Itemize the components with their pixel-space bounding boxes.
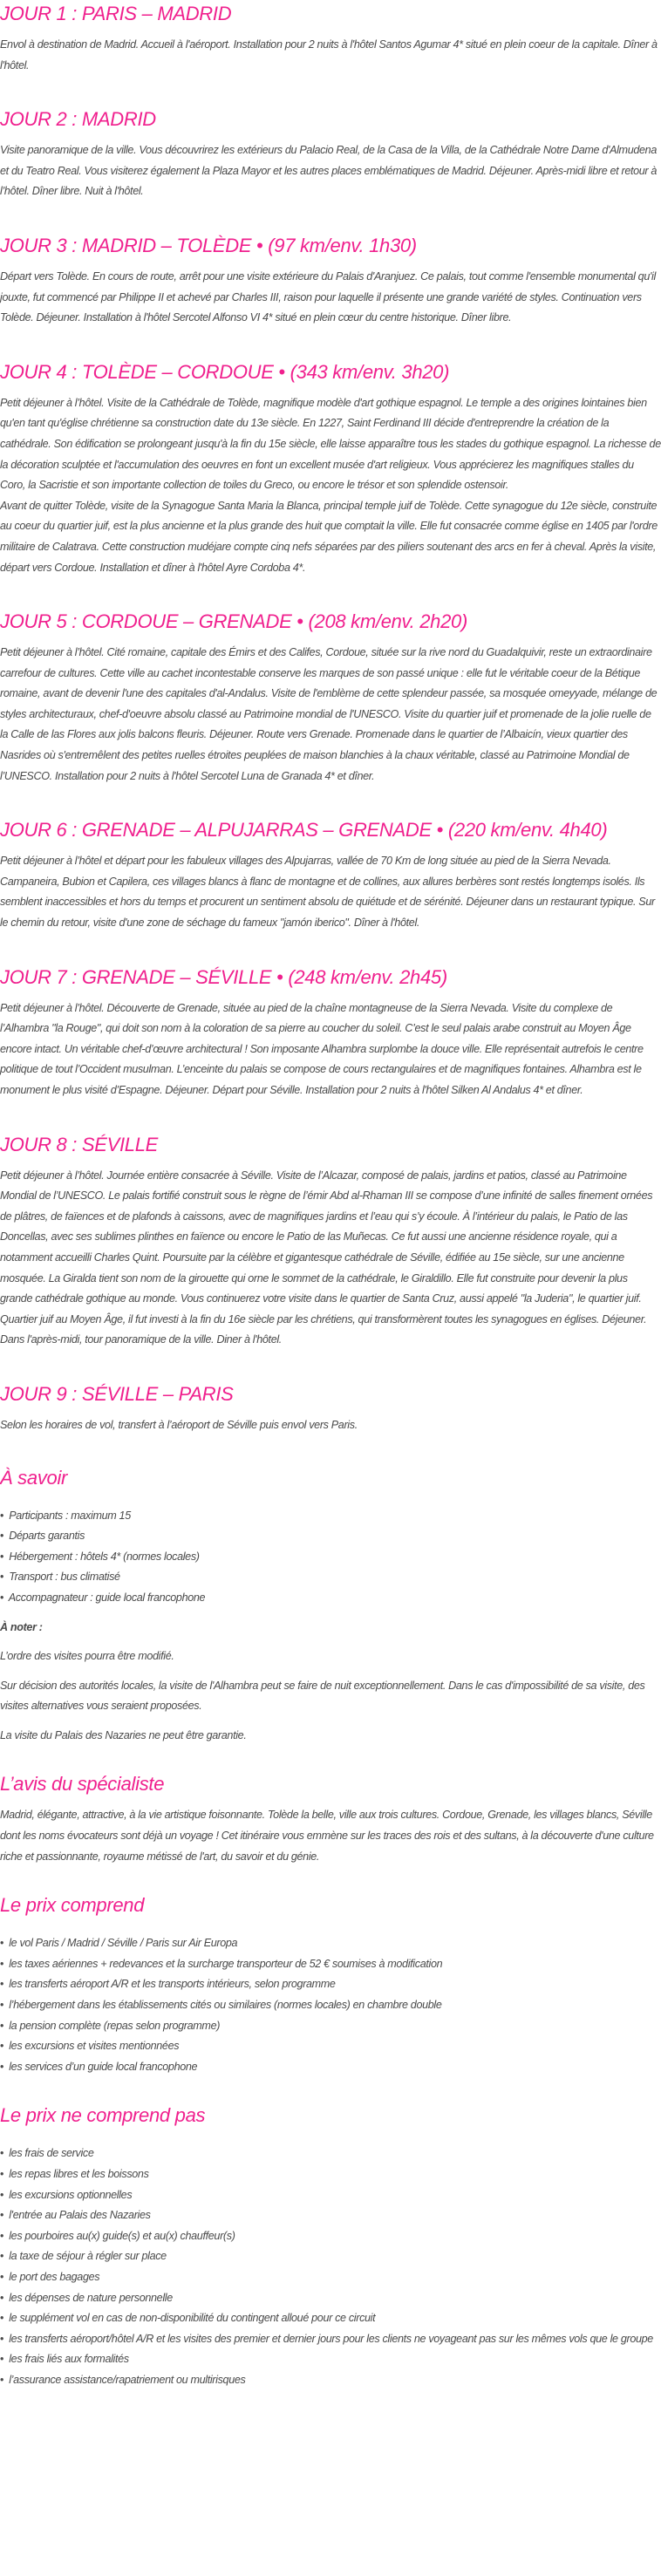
day-description: Selon les horaires de vol, transfert à l’aéroport de Séville puis envol vers Paris. (0, 1418, 358, 1431)
day-title: JOUR 8 : SÉVILLE (0, 1133, 159, 1155)
day-description: Avant de quitter Tolède, visite de la Synagogue Santa Maria la Blanca, principal temple juif de Tolède. Cette synagogue du 12e siècle, construite au coeur du quartier juif, est la plus ancienne et la plus grande des huit que comptait la ville. Elle fut consacrée comme église en 1405 par l'ordre militaire de Calatrava. Cette construction mudéjare compte cinq nefs séparées par des piliers soutenant des arcs en fer à cheval. Après la visite, départ vers Cordoue. Installation et dîner à l'hôtel Ayre Cordoba 4*. (0, 499, 658, 574)
a-savoir-list (0, 1506, 661, 1609)
list-item: • la pension complète (repas selon programme) (0, 2019, 221, 2032)
list-item: • le vol Paris / Madrid / Séville / Paris sur Air Europa (0, 1937, 238, 1950)
day-4 (0, 358, 661, 578)
bullet-icon: • (0, 1591, 4, 1604)
section-title: L’avis du spécialiste (0, 1773, 165, 1796)
bullet-icon: • (0, 2373, 4, 2386)
section-title: À savoir (0, 1466, 68, 1489)
list-item: • les transferts aéroport/hôtel A/R et les visites des premier et dernier jours pour les clients ne voyageant pas sur les mêmes vols que le groupe (0, 2332, 653, 2345)
list-item: • les pourboires au(x) guide(s) et au(x) chauffeur(s) (0, 2229, 235, 2242)
bullet-icon: • (0, 2040, 4, 2053)
list-item: • les frais de service (0, 2147, 94, 2160)
list-item: • les repas libres et les boissons (0, 2168, 149, 2180)
day-description: Petit déjeuner à l’hôtel. Découverte de Grenade, située au pied de la chaîne montagneuse de la Sierra Nevada. Visite du complexe de l’Alhambra "la Rouge", qui doit son nom à la coloration de sa pierre au coucher du soleil. C’est le seul palais arabe construit au Moyen Âge encore intact. Un véritable chef-d’œuvre architectural ! Son imposante Alhambra surplombe la douce ville. Elle représentait autrefois le centre politique de tout l’Occident musulman. L’enceinte du palais se compose de cours rectangulaires et de magnifiques fontaines. Alhambra est le monument le plus visité d’Espagne. Déjeuner. Départ pour Séville. Installation pour 2 nuits à l'hôtel Silken Al Andalus 4* et dîner. (0, 1001, 644, 1096)
section-title: Le prix ne comprend pas (0, 2104, 206, 2127)
avis-text: Madrid, élégante, attractive, à la vie artistique foisonnante. Tolède la belle, ville aux trois cultures. Cordoue, Grenade, les villages blancs, Séville dont les noms évocateurs sont déjà un voyage ! Cet itinéraire vous emmène sur les traces des rois et des sultans, à la découverte d'une culture riche et passionnante, royaume métissé de l'art, du savoir et du génie. (0, 1809, 654, 1863)
bullet-icon: • (0, 2147, 4, 2160)
day-9 (0, 1380, 661, 1436)
day-description: Visite panoramique de la ville. Vous découvrirez les extérieurs du Palacio Real, de la Casa de la Villa, de la Cathédrale Notre Dame d'Almudena et du Teatro Real. Vous visiterez également la Plaza Mayor et les autres places emblématiques de Madrid. Déjeuner. Après-midi libre et retour à l’hôtel. Dîner libre. Nuit à l'hôtel. (0, 144, 658, 198)
bullet-icon: • (0, 1550, 4, 1563)
prix-comprend-section (0, 1893, 661, 2077)
day-title: JOUR 2 : MADRID (0, 108, 156, 131)
day-description: Petit déjeuner à l’hôtel. Journée entière consacrée à Séville. Visite de l’Alcazar, composé de palais, jardins et patios, classé au Patrimoine Mondial de l’UNESCO. Le palais fortifié construit sous le règne de l’émir Abd al-Rhaman III se compose d’une infinité de salles finement ornées de plâtres, de faïences et de plafonds à caissons, avec de magnifiques jardins et l’eau qui s’y écoule. À l’intérieur du palais, le Patio de las Doncellas, avec ses sublimes plinthes en faïence ou encore le Patio de las Muñecas. Ce fut aussi une ancienne résidence royale, qui a notamment accueilli Charles Quint. Poursuite par la célèbre et gigantesque cathédrale de Séville, édifiée au 15e siècle, sur une ancienne mosquée. La Giralda tient son nom de la girouette qui orne le sommet de la cathédrale, le Giraldillo. Elle fut construite pour devenir la plus grande cathédrale gothique au monde. Vous continuerez votre visite dans le quartier de Santa Cruz, aussi appelé "la Juderia", le quartier juif. Quartier juif au Moyen Âge, il fut investi à la fin du 16e siècle par les chrétiens, qui transformèrent toutes les synagogues en églises. Déjeuner. Dans l'après-midi, tour panoramique de la ville. Diner à l'hôtel. (0, 1169, 653, 1346)
prix-ne-comprend-pas-section (0, 2103, 661, 2390)
list-item: • le supplément vol en cas de non-disponibilité du contingent alloué pour ce circuit (0, 2312, 376, 2325)
day-8 (0, 1131, 661, 1351)
list-item: • l’assurance assistance/rapatriement ou multirisques (0, 2373, 246, 2386)
list-item: • le port des bagages (0, 2270, 100, 2283)
note-title: À noter : (0, 1620, 43, 1633)
day-1 (0, 0, 661, 76)
bullet-icon: • (0, 2312, 4, 2325)
day-7 (0, 964, 661, 1101)
bullet-icon: • (0, 1937, 4, 1950)
bullet-icon: • (0, 1509, 4, 1522)
note-line: L’ordre des visites pourra être modifié. (0, 1650, 174, 1663)
list-item: • les excursions optionnelles (0, 2188, 133, 2201)
list-item: • les dépenses de nature personnelle (0, 2291, 173, 2304)
day-6 (0, 816, 661, 933)
list-item: • Départs garantis (0, 1530, 85, 1543)
list-item: • les excursions et visites mentionnées (0, 2040, 180, 2053)
day-description: Petit déjeuner à l’hôtel et départ pour les fabuleux villages des Alpujarras, vallée de 70 Km de long située au pied de la Sierra Nevada. Campaneira, Bubion et Capilera, ces villages blancs à flanc de montagne et de collines, aux allures berbères sont restés longtemps isolés. Ils semblent inaccessibles et hors du temps et procurent un sentiment absolu de quiétude et de sérénité. Déjeuner dans un restaurant typique. Sur le chemin du retour, visite d'une zone de séchage du fameux "jamón iberico". Dîner à l'hôtel. (0, 855, 655, 930)
bullet-icon: • (0, 2332, 4, 2345)
list-item: • les transferts aéroport A/R et les transports intérieurs, selon programme (0, 1978, 336, 1991)
note-line: Sur décision des autorités locales, la visite de l'Alhambra peut se faire de nuit exceptionnellement. Dans le cas d'impossibilité de sa visite, des visites alternatives vous seraient proposées. (0, 1679, 645, 1713)
list-item: • l'entrée au Palais des Nazaries (0, 2209, 151, 2222)
day-title: JOUR 9 : SÉVILLE – PARIS (0, 1382, 234, 1405)
list-item: • Accompagnateur : guide local francophone (0, 1591, 206, 1604)
day-title: JOUR 1 : PARIS – MADRID (0, 3, 232, 24)
list-item: • les frais liés aux formalités (0, 2353, 129, 2366)
section-title: Le prix comprend (0, 1894, 145, 1917)
prix-ne-comprend-pas-list (0, 2143, 661, 2390)
day-description: Départ vers Tolède. En cours de route, arrêt pour une visite extérieure du Palais d'Aranjuez. Ce palais, tout comme l'ensemble monumental qu'il jouxte, fut commencé par Philippe II et achevé par Charles III, raison pour laquelle il présente une grande variété de styles. Continuation vers Tolède. Déjeuner. Installation à l'hôtel Sercotel Alfonso VI 4* situé en plein cœur du centre historique. Dîner libre. (0, 269, 656, 324)
bullet-icon: • (0, 1978, 4, 1991)
day-title: JOUR 6 : GRENADE – ALPUJARRAS – GRENADE • (220 km/env. 4h40) (0, 819, 608, 842)
bullet-icon: • (0, 2229, 4, 2242)
bullet-icon: • (0, 2291, 4, 2304)
bullet-icon: • (0, 1571, 4, 1584)
day-title: JOUR 5 : CORDOUE – GRENADE • (208 km/env. 2h20) (0, 610, 468, 633)
day-5 (0, 608, 661, 787)
bullet-icon: • (0, 1530, 4, 1543)
bullet-icon: • (0, 2250, 4, 2263)
bullet-icon: • (0, 2019, 4, 2032)
avis-section (0, 1772, 661, 1867)
list-item: • la taxe de séjour à régler sur place (0, 2250, 167, 2263)
bullet-icon: • (0, 1957, 4, 1970)
list-item: • les taxes aériennes + redevances et la surcharge transporteur de 52 € soumises à modification (0, 1957, 443, 1970)
list-item: • l’hébergement dans les établissements cités ou similaires (normes locales) en chambre double (0, 1999, 442, 2012)
day-title: JOUR 7 : GRENADE – SÉVILLE • (248 km/env. 2h45) (0, 965, 447, 988)
bullet-icon: • (0, 2188, 4, 2201)
day-3 (0, 232, 661, 329)
day-2 (0, 106, 661, 202)
a-savoir-section (0, 1466, 661, 1747)
day-title: JOUR 4 : TOLÈDE – CORDOUE • (343 km/env. 3h20) (0, 360, 450, 383)
day-description: Petit déjeuner à l’hôtel. Visite de la Cathédrale de Tolède, magnifique modèle d'art gothique espagnol. Le temple a des origines lointaines bien qu'en tant qu'église chrétienne sa construction date du 13e siècle. En 1227, Saint Ferdinand III décide d'entreprendre la création de la cathédrale. Son édification se prolongeant jusqu'à la fin du 15e siècle, elle laisse apparaître tous les stades du gothique espagnol. La richesse de la décoration sculptée et l'accumulation des oeuvres en font un excellent musée d'art religieux. Vous apprécierez les magnifiques stalles du Coro, la Sacristie et son importante collection de toiles du Greco, ou encore le trésor et son splendide ostensoir. (0, 396, 661, 492)
prix-comprend-list (0, 1933, 661, 2077)
note-line: La visite du Palais des Nazaries ne peut être garantie. (0, 1728, 247, 1741)
bullet-icon: • (0, 1999, 4, 2012)
list-item: • Hébergement : hôtels 4* (normes locales) (0, 1550, 200, 1563)
bullet-icon: • (0, 2060, 4, 2073)
day-title: JOUR 3 : MADRID – TOLÈDE • (97 km/env. 1h30) (0, 234, 417, 256)
list-item: • les services d’un guide local francophone (0, 2060, 198, 2073)
bullet-icon: • (0, 2209, 4, 2222)
day-description: Petit déjeuner à l’hôtel. Cité romaine, capitale des Émirs et des Califes, Cordoue, située sur la rive nord du Guadalquivir, reste un extraordinaire carrefour de cultures. Cette ville au cachet incontestable conserve les marques de son passé unique : elle fut le véritable coeur de la Bétique romaine, avant de devenir l'une des capitales d'al-Andalus. Visite de l'emblème de cette splendeur passée, sa mosquée omeyyade, mélange de styles architecturaux, chef-d'oeuvre absolu classé au Patrimoine mondial de l'UNESCO. Visite du quartier juif et promenade de la jolie ruelle de la Calle de las Flores aux jolis balcons fleuris. Déjeuner. Route vers Grenade. Promenade dans le quartier de l’Albaicín, vieux quartier des Nasrides où s'entremêlent des petites ruelles étroites peuplées de maison blanchies à la chaux véritable, classé au Patrimoine Mondial de l’UNESCO. Installation pour 2 nuits à l'hôtel Sercotel Luna de Granada 4* et dîner. (0, 646, 658, 782)
bullet-icon: • (0, 2168, 4, 2180)
bullet-icon: • (0, 2353, 4, 2366)
bullet-icon: • (0, 2270, 4, 2283)
list-item: • Transport : bus climatisé (0, 1571, 120, 1584)
day-description: Envol à destination de Madrid. Accueil à l'aéroport. Installation pour 2 nuits à l'hôtel Santos Agumar 4* situé en plein coeur de la capitale. Dîner à l'hôtel. (0, 38, 658, 72)
list-item: • Participants : maximum 15 (0, 1509, 131, 1522)
